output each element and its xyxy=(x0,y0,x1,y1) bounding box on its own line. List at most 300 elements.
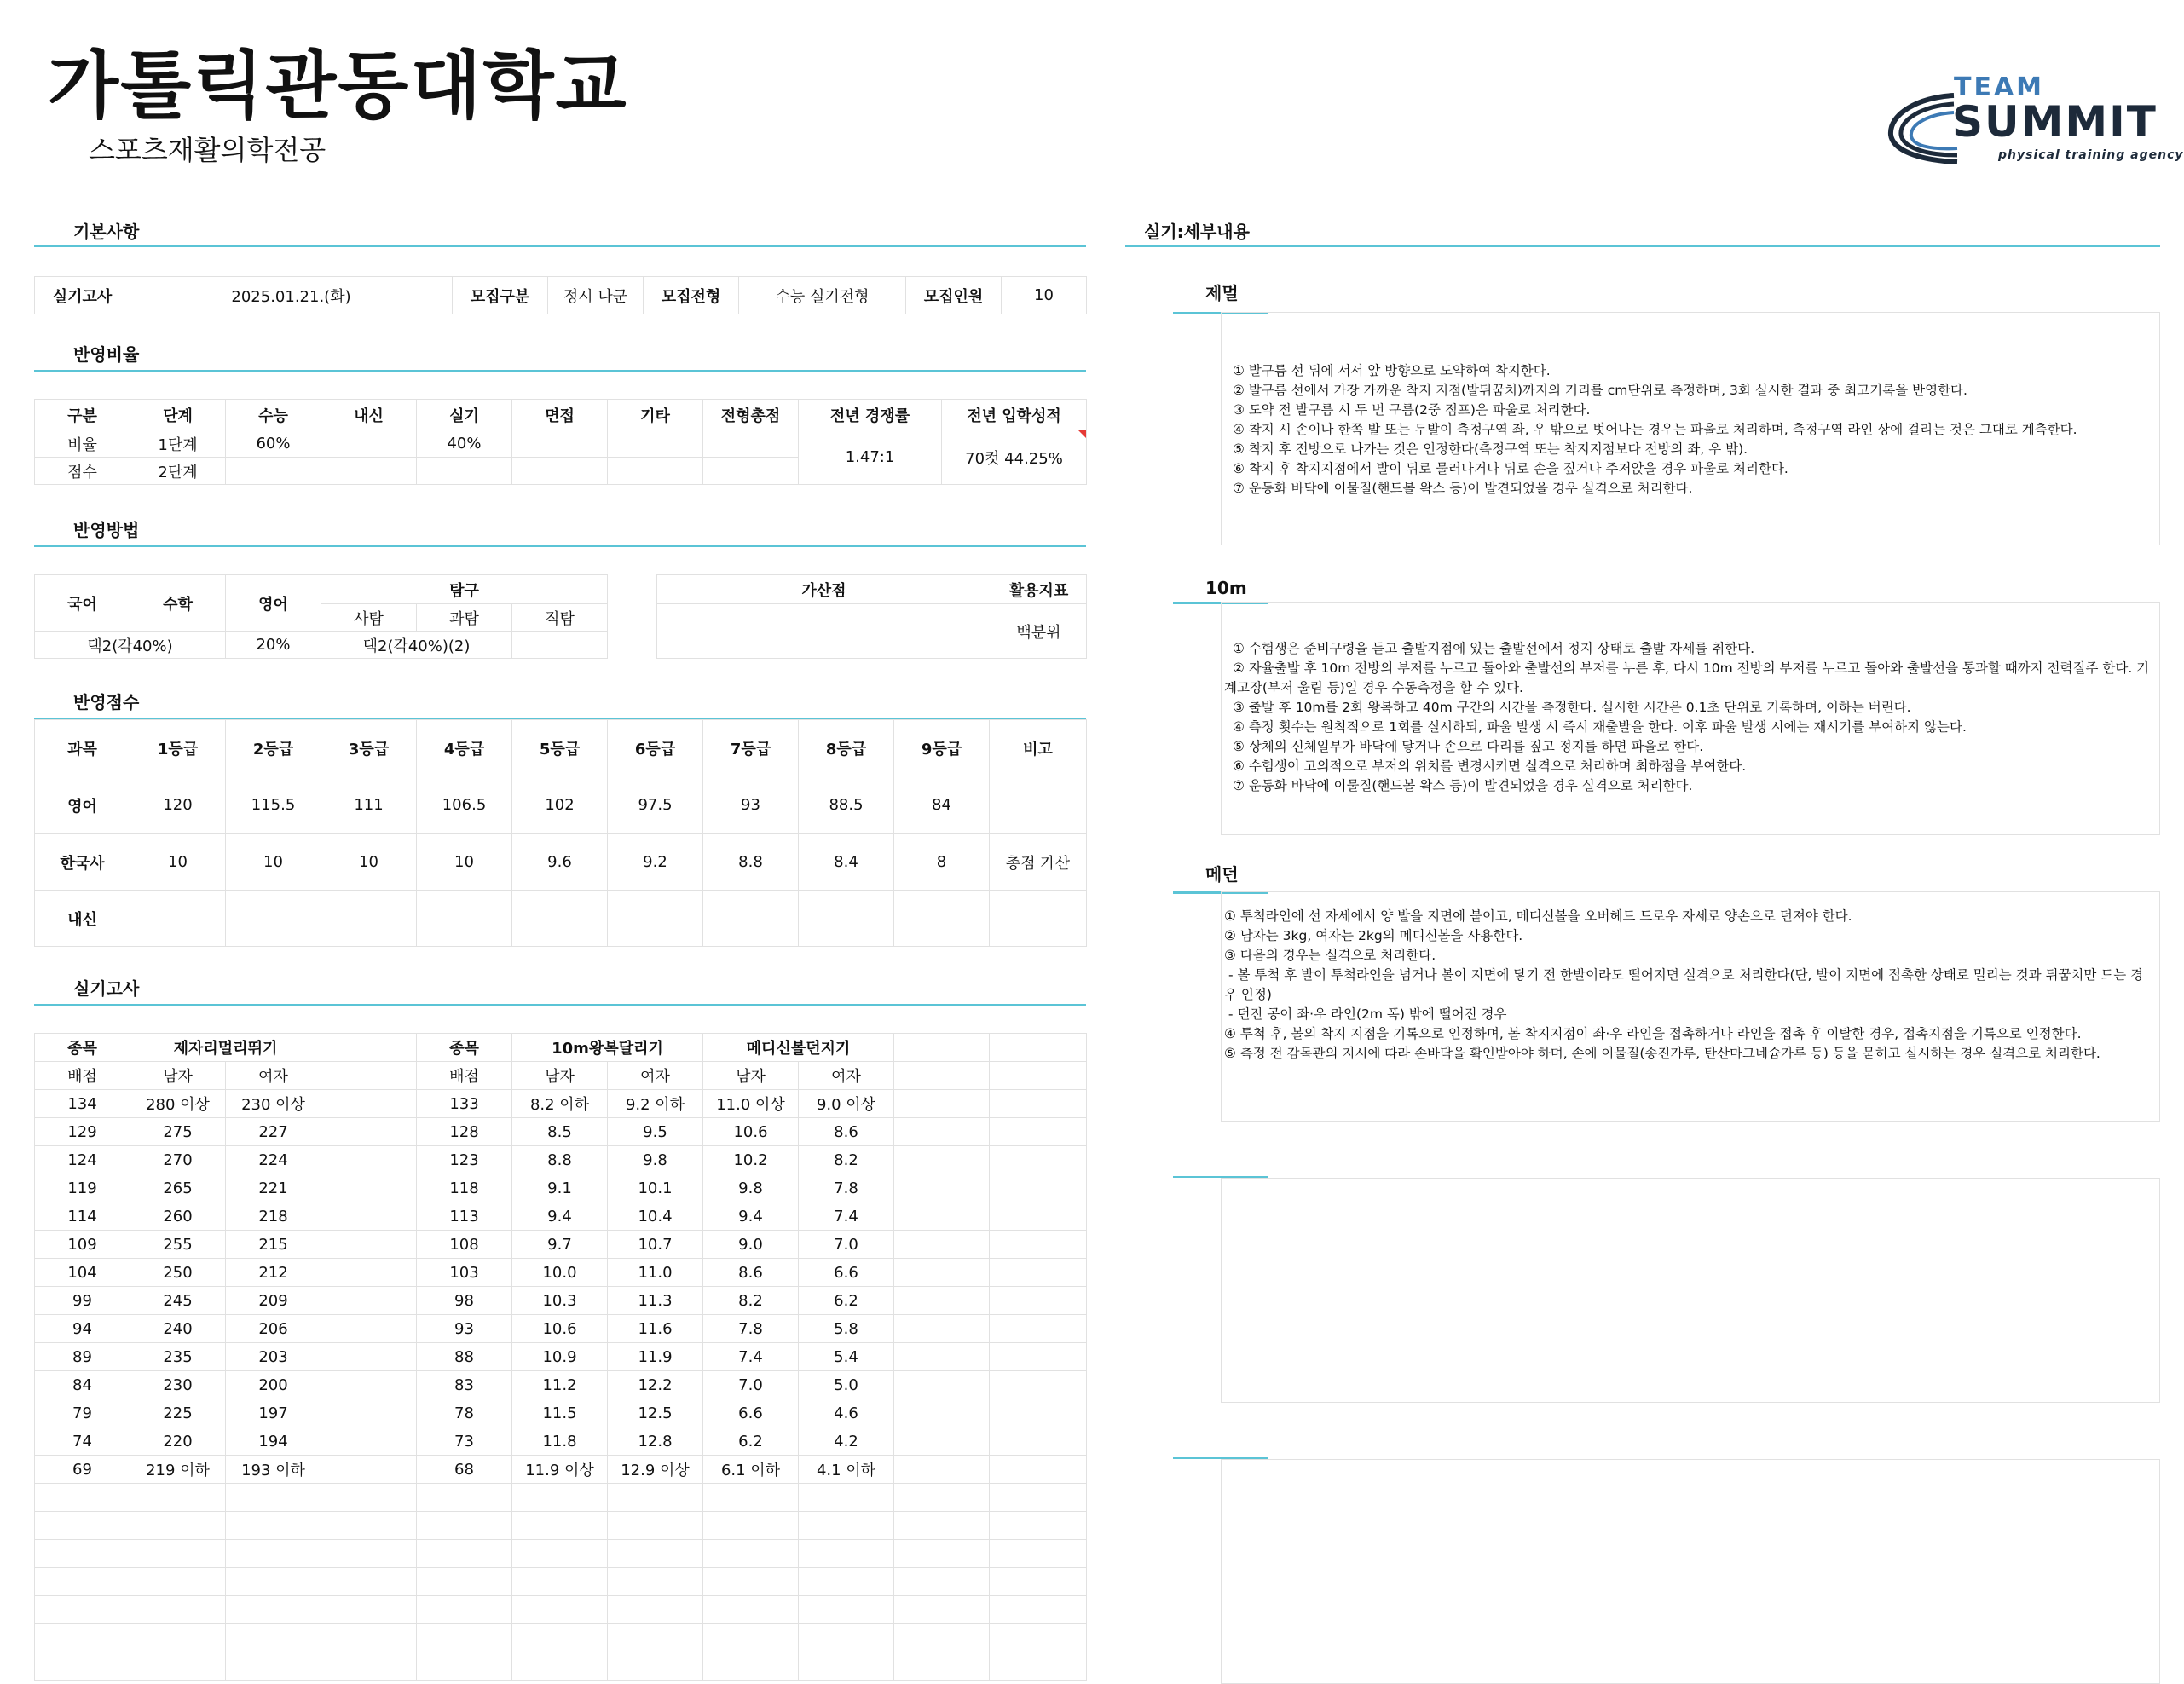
grade-cell: 9.2 xyxy=(608,834,703,891)
ratio-header: 전년 입학성적 xyxy=(942,400,1087,430)
section-divider xyxy=(34,545,1086,547)
exam-cell: 7.8 xyxy=(703,1315,799,1343)
exam-empty-cell xyxy=(990,1090,1087,1118)
exam-empty-cell xyxy=(130,1540,226,1568)
ratio-cell xyxy=(608,430,703,458)
exam-cell: 227 xyxy=(226,1118,321,1146)
grade-cell: 102 xyxy=(512,776,608,834)
exam-cell: 225 xyxy=(130,1399,226,1427)
grade-cell: 88.5 xyxy=(799,776,894,834)
exam-cell: 9.5 xyxy=(608,1118,703,1146)
section-title-basic: 기본사항 xyxy=(73,222,140,242)
exam-cell: 73 xyxy=(417,1427,512,1456)
detail-title-shuttle-run: 10m xyxy=(1205,578,1247,598)
exam-cell: 133 xyxy=(417,1090,512,1118)
exam-empty-cell xyxy=(608,1540,703,1568)
ratio-header: 내신 xyxy=(321,400,417,430)
exam-empty-cell xyxy=(990,1371,1087,1399)
exam-empty-cell xyxy=(321,1174,417,1202)
exam-cell: 260 xyxy=(130,1202,226,1231)
exam-empty-cell xyxy=(703,1540,799,1568)
exam-empty-cell xyxy=(894,1484,990,1512)
exam-empty-cell xyxy=(894,1540,990,1568)
rule-line: ④ 투척 후, 볼의 착지 지점을 기록으로 인정하며, 볼 착지지점이 좌·우 라인을 접촉하거나 라인을 접촉 후 이탈한 경우, 접촉지점을 기록으로 인정한다. xyxy=(1224,1026,2082,1041)
logo-team-text: TEAM xyxy=(1954,72,2045,102)
section-title-grades: 반영점수 xyxy=(73,692,140,712)
section-divider xyxy=(34,1004,1086,1006)
exam-empty-cell xyxy=(894,1568,990,1596)
ratio-table xyxy=(34,399,1087,485)
exam-cell: 8.2 xyxy=(703,1287,799,1315)
rule-line: ⑤ 측정 전 감독관의 지시에 따라 손바닥을 확인받아야 하며, 손에 이물질(송진가루, 탄산마그네슘가루 등) 등을 묻히고 실시하는 경우 실격으로 처리한다. xyxy=(1224,1046,2100,1061)
exam-empty-cell xyxy=(990,1315,1087,1343)
ratio-cell xyxy=(226,458,321,485)
exam-cell: 197 xyxy=(226,1399,321,1427)
ratio-cell xyxy=(608,458,703,485)
exam-cell: 8.2 xyxy=(799,1146,894,1174)
ratio-header: 실기 xyxy=(417,400,512,430)
exam-empty-cell xyxy=(321,1202,417,1231)
exam-cell: 69 xyxy=(35,1456,130,1484)
value-recruit-group: 정시 나군 xyxy=(548,277,644,314)
exam-cell: 209 xyxy=(226,1287,321,1315)
exam-empty-cell xyxy=(35,1568,130,1596)
exam-cell: 11.9 xyxy=(608,1343,703,1371)
grade-header: 8등급 xyxy=(799,720,894,776)
exam-empty-cell xyxy=(35,1484,130,1512)
grade-cell: 9.6 xyxy=(512,834,608,891)
table-row xyxy=(35,1146,1087,1174)
exam-cell: 270 xyxy=(130,1146,226,1174)
grade-header: 9등급 xyxy=(894,720,990,776)
exam-empty-cell xyxy=(703,1484,799,1512)
exam-empty-cell xyxy=(894,1146,990,1174)
exam-empty-cell xyxy=(894,1315,990,1343)
exam-empty-cell xyxy=(703,1596,799,1624)
exam-empty-cell xyxy=(417,1624,512,1652)
table-row xyxy=(35,1512,1087,1540)
table-row xyxy=(35,1259,1087,1287)
rule-line: ⑥ 수험생이 고의적으로 부저의 위치를 변경시키면 실격으로 처리하며 최하점을 부여한다. xyxy=(1233,758,1747,774)
exam-table xyxy=(34,1033,1087,1681)
exam-cell: 4.6 xyxy=(799,1399,894,1427)
exam-empty-cell xyxy=(512,1484,608,1512)
exam-cell: 9.4 xyxy=(703,1202,799,1231)
table-row xyxy=(35,1456,1087,1484)
exam-empty-cell xyxy=(35,1596,130,1624)
exam-empty-cell xyxy=(799,1568,894,1596)
exam-cell: 7.0 xyxy=(799,1231,894,1259)
table-row xyxy=(35,1427,1087,1456)
exam-cell: 8.6 xyxy=(799,1118,894,1146)
ratio-cell: 1단계 xyxy=(130,430,226,458)
exam-empty-cell xyxy=(703,1652,799,1681)
grade-cell: 115.5 xyxy=(226,776,321,834)
exam-empty-cell xyxy=(608,1624,703,1652)
grade-cell xyxy=(799,891,894,947)
exam-cell: 129 xyxy=(35,1118,130,1146)
rule-line: ① 투척라인에 선 자세에서 양 발을 지면에 붙이고, 메디신볼을 오버헤드 드로우 자세로 양손으로 던져야 한다. xyxy=(1224,908,1852,924)
exam-header-shuttle-run: 10m왕복달리기 xyxy=(512,1034,703,1062)
exam-cell: 114 xyxy=(35,1202,130,1231)
exam-cell: 6.6 xyxy=(799,1259,894,1287)
exam-cell: 230 이상 xyxy=(226,1090,321,1118)
table-row xyxy=(35,1343,1087,1371)
grade-header: 7등급 xyxy=(703,720,799,776)
grade-cell: 84 xyxy=(894,776,990,834)
grade-subject: 내신 xyxy=(35,891,130,947)
table-row xyxy=(35,1287,1087,1315)
exam-header-long-jump: 제자리멀리뛰기 xyxy=(130,1034,321,1062)
rule-line: ① 발구름 선 뒤에 서서 앞 방향으로 도약하여 착지한다. xyxy=(1233,363,1551,378)
exam-empty-cell xyxy=(894,1062,990,1090)
exam-subheader: 배점 xyxy=(417,1062,512,1090)
exam-cell: 10.6 xyxy=(512,1315,608,1343)
section-title-exam: 실기고사 xyxy=(73,978,140,999)
label-recruit-group: 모집구분 xyxy=(453,277,548,314)
exam-cell: 275 xyxy=(130,1118,226,1146)
exam-empty-cell xyxy=(990,1512,1087,1540)
exam-cell: 4.2 xyxy=(799,1427,894,1456)
rule-line: ④ 착지 시 손이나 한쪽 발 또는 두발이 측정구역 좌, 우 밖으로 벗어나는 경우는 파울로 처리하며, 측정구역 라인 상에 걸리는 것은 그대로 계측한다. xyxy=(1233,422,2077,437)
exam-empty-cell xyxy=(894,1118,990,1146)
grade-cell: 총점 가산 xyxy=(990,834,1087,891)
table-row xyxy=(35,1652,1087,1681)
exam-cell: 5.0 xyxy=(799,1371,894,1399)
ratio-cell: 60% xyxy=(226,430,321,458)
exam-empty-cell xyxy=(990,1624,1087,1652)
exam-empty-cell xyxy=(990,1118,1087,1146)
exam-cell: 6.2 xyxy=(703,1427,799,1456)
ratio-header: 기타 xyxy=(608,400,703,430)
exam-empty-cell xyxy=(226,1596,321,1624)
exam-empty-cell xyxy=(321,1259,417,1287)
ratio-cell: 점수 xyxy=(35,458,130,485)
exam-cell: 11.6 xyxy=(608,1315,703,1343)
exam-empty-cell xyxy=(512,1568,608,1596)
exam-empty-cell xyxy=(35,1540,130,1568)
grade-header: 6등급 xyxy=(608,720,703,776)
exam-empty-cell xyxy=(608,1652,703,1681)
table-row xyxy=(35,1568,1087,1596)
exam-empty-cell xyxy=(894,1343,990,1371)
exam-subheader: 남자 xyxy=(512,1062,608,1090)
method-header-math: 수학 xyxy=(130,575,226,632)
method-header-korean: 국어 xyxy=(35,575,130,632)
rule-line: - 던진 공이 좌·우 라인(2m 폭) 밖에 떨어진 경우 xyxy=(1224,1006,1507,1022)
exam-empty-cell xyxy=(321,1399,417,1427)
exam-empty-cell xyxy=(226,1652,321,1681)
grade-cell xyxy=(417,891,512,947)
exam-cell: 9.1 xyxy=(512,1174,608,1202)
exam-cell: 11.3 xyxy=(608,1287,703,1315)
exam-empty-cell xyxy=(226,1624,321,1652)
grade-header: 과목 xyxy=(35,720,130,776)
exam-empty-cell xyxy=(321,1456,417,1484)
exam-cell: 68 xyxy=(417,1456,512,1484)
method-value-inquiry: 택2(각40%)(2) xyxy=(321,632,512,659)
exam-empty-cell xyxy=(35,1512,130,1540)
table-row xyxy=(35,1596,1087,1624)
exam-cell: 5.8 xyxy=(799,1315,894,1343)
exam-empty-cell xyxy=(321,1287,417,1315)
exam-empty-cell xyxy=(226,1540,321,1568)
exam-cell: 10.6 xyxy=(703,1118,799,1146)
exam-empty-cell xyxy=(321,1315,417,1343)
grade-cell xyxy=(990,776,1087,834)
exam-empty-cell xyxy=(894,1652,990,1681)
exam-cell: 113 xyxy=(417,1202,512,1231)
exam-cell: 12.9 이상 xyxy=(608,1456,703,1484)
grade-cell: 111 xyxy=(321,776,417,834)
ratio-header: 단계 xyxy=(130,400,226,430)
table-row xyxy=(35,1540,1087,1568)
grade-cell xyxy=(703,891,799,947)
exam-empty-cell xyxy=(990,1062,1087,1090)
exam-cell: 9.2 이하 xyxy=(608,1090,703,1118)
prev-competition-value: 1.47:1 xyxy=(799,430,942,485)
exam-empty-cell xyxy=(799,1512,894,1540)
logo-tagline: physical training agency xyxy=(1998,148,2184,162)
grade-cell: 10 xyxy=(226,834,321,891)
exam-empty-cell xyxy=(130,1596,226,1624)
exam-empty-cell xyxy=(417,1484,512,1512)
exam-empty-cell xyxy=(608,1568,703,1596)
exam-cell: 118 xyxy=(417,1174,512,1202)
exam-empty-cell xyxy=(321,1118,417,1146)
exam-cell: 11.8 xyxy=(512,1427,608,1456)
exam-cell: 212 xyxy=(226,1259,321,1287)
basic-info-table xyxy=(34,276,1087,314)
exam-cell: 255 xyxy=(130,1231,226,1259)
exam-cell: 74 xyxy=(35,1427,130,1456)
exam-empty-cell xyxy=(130,1484,226,1512)
exam-cell: 206 xyxy=(226,1315,321,1343)
table-row xyxy=(35,1174,1087,1202)
exam-empty-cell xyxy=(990,1287,1087,1315)
exam-cell: 134 xyxy=(35,1090,130,1118)
exam-cell: 99 xyxy=(35,1287,130,1315)
exam-cell: 10.9 xyxy=(512,1343,608,1371)
exam-empty-cell xyxy=(226,1568,321,1596)
exam-header: 종목 xyxy=(35,1034,130,1062)
exam-empty-cell xyxy=(894,1259,990,1287)
exam-empty-cell xyxy=(799,1652,894,1681)
ratio-cell: 2단계 xyxy=(130,458,226,485)
exam-empty-cell xyxy=(417,1652,512,1681)
exam-empty-cell xyxy=(417,1512,512,1540)
section-divider xyxy=(34,245,1086,247)
table-row xyxy=(35,1484,1087,1512)
exam-subheader: 여자 xyxy=(799,1062,894,1090)
exam-cell: 215 xyxy=(226,1231,321,1259)
bonus-table xyxy=(656,574,1087,659)
exam-cell: 5.4 xyxy=(799,1343,894,1371)
exam-cell: 240 xyxy=(130,1315,226,1343)
exam-empty-cell xyxy=(703,1512,799,1540)
exam-subheader: 남자 xyxy=(703,1062,799,1090)
grade-subject: 한국사 xyxy=(35,834,130,891)
exam-cell: 230 xyxy=(130,1371,226,1399)
table-row xyxy=(35,1202,1087,1231)
exam-empty-cell xyxy=(990,1596,1087,1624)
exam-empty-cell xyxy=(608,1512,703,1540)
grade-cell: 10 xyxy=(321,834,417,891)
department-subtitle: 스포츠재활의학전공 xyxy=(89,134,326,166)
ratio-cell xyxy=(703,458,799,485)
exam-empty-cell xyxy=(321,1427,417,1456)
label-recruit-type: 모집전형 xyxy=(644,277,739,314)
exam-cell: 10.3 xyxy=(512,1287,608,1315)
exam-empty-cell xyxy=(417,1568,512,1596)
exam-empty-cell xyxy=(512,1540,608,1568)
exam-empty-cell xyxy=(35,1652,130,1681)
grade-cell: 8 xyxy=(894,834,990,891)
rules-long-jump xyxy=(1233,361,2158,499)
exam-cell: 119 xyxy=(35,1174,130,1202)
exam-empty-cell xyxy=(894,1624,990,1652)
exam-cell: 203 xyxy=(226,1343,321,1371)
exam-cell: 221 xyxy=(226,1174,321,1202)
exam-cell: 245 xyxy=(130,1287,226,1315)
bonus-header: 가산점 xyxy=(657,575,991,604)
exam-empty-cell xyxy=(990,1174,1087,1202)
grade-cell xyxy=(321,891,417,947)
method-header-english: 영어 xyxy=(226,575,321,632)
exam-cell: 265 xyxy=(130,1174,226,1202)
value-recruit-count: 10 xyxy=(1002,277,1087,314)
exam-empty-cell xyxy=(130,1568,226,1596)
exam-cell: 124 xyxy=(35,1146,130,1174)
rule-line: ② 남자는 3kg, 여자는 2kg의 메디신볼을 사용한다. xyxy=(1224,928,1523,943)
index-header: 활용지표 xyxy=(991,575,1087,604)
exam-empty-cell xyxy=(130,1624,226,1652)
method-header-inquiry: 탐구 xyxy=(321,575,608,604)
ratio-cell xyxy=(512,430,608,458)
exam-cell: 12.2 xyxy=(608,1371,703,1399)
exam-empty-cell xyxy=(894,1596,990,1624)
exam-cell: 220 xyxy=(130,1427,226,1456)
exam-empty-cell xyxy=(226,1512,321,1540)
exam-empty-cell xyxy=(608,1484,703,1512)
exam-empty-cell xyxy=(894,1399,990,1427)
ratio-header: 면접 xyxy=(512,400,608,430)
exam-cell: 9.4 xyxy=(512,1202,608,1231)
method-empty-cell xyxy=(512,632,608,659)
grade-cell: 120 xyxy=(130,776,226,834)
exam-empty-cell xyxy=(512,1596,608,1624)
section-title-detail: 실기:세부내용 xyxy=(1144,222,1250,242)
exam-cell: 7.8 xyxy=(799,1174,894,1202)
exam-empty-cell xyxy=(894,1456,990,1484)
exam-cell: 84 xyxy=(35,1371,130,1399)
exam-empty-cell xyxy=(321,1484,417,1512)
prev-score-value: 70컷 44.25% xyxy=(942,430,1087,485)
exam-empty-cell xyxy=(894,1090,990,1118)
exam-empty-cell xyxy=(321,1512,417,1540)
exam-cell: 104 xyxy=(35,1259,130,1287)
method-value-english: 20% xyxy=(226,632,321,659)
exam-empty-cell xyxy=(894,1174,990,1202)
grade-cell xyxy=(990,891,1087,947)
exam-empty-cell xyxy=(321,1371,417,1399)
exam-cell: 12.5 xyxy=(608,1399,703,1427)
grade-cell xyxy=(226,891,321,947)
rule-line: ⑦ 운동화 바닥에 이물질(핸드볼 왁스 등)이 발견되었을 경우 실격으로 처리한다. xyxy=(1233,778,1693,793)
grade-cell: 97.5 xyxy=(608,776,703,834)
exam-empty-cell xyxy=(990,1427,1087,1456)
grade-header: 비고 xyxy=(990,720,1087,776)
exam-empty-cell xyxy=(512,1512,608,1540)
ratio-cell xyxy=(321,430,417,458)
rule-line: ⑤ 상체의 신체일부가 바닥에 닿거나 손으로 다리를 짚고 정지를 하면 파울로 한다. xyxy=(1233,739,1704,754)
table-row xyxy=(35,1231,1087,1259)
rule-line: ③ 도약 전 발구름 시 두 번 구름(2중 점프)은 파울로 처리한다. xyxy=(1233,402,1591,418)
exam-cell: 9.0 xyxy=(703,1231,799,1259)
value-exam-date: 2025.01.21.(화) xyxy=(130,277,453,314)
exam-empty-cell xyxy=(35,1624,130,1652)
index-value: 백분위 xyxy=(991,604,1087,659)
exam-empty-cell xyxy=(799,1596,894,1624)
exam-empty-cell xyxy=(894,1202,990,1231)
exam-cell: 7.0 xyxy=(703,1371,799,1399)
exam-empty-cell xyxy=(321,1090,417,1118)
exam-cell: 11.5 xyxy=(512,1399,608,1427)
exam-empty-cell xyxy=(990,1343,1087,1371)
exam-cell: 7.4 xyxy=(799,1202,894,1231)
grade-cell: 8.4 xyxy=(799,834,894,891)
exam-empty-cell xyxy=(799,1540,894,1568)
rule-line: ③ 출발 후 10m를 2회 왕복하고 40m 구간의 시간을 측정한다. 실시한 시간은 0.1초 단위로 기록하며, 이하는 버린다. xyxy=(1233,700,1911,715)
exam-header: 종목 xyxy=(417,1034,512,1062)
rules-shuttle-run xyxy=(1224,639,2150,796)
method-header-social: 사탐 xyxy=(321,604,417,632)
exam-empty-cell xyxy=(417,1596,512,1624)
label-recruit-count: 모집인원 xyxy=(906,277,1002,314)
grade-subject: 영어 xyxy=(35,776,130,834)
value-recruit-type: 수능 실기전형 xyxy=(739,277,906,314)
grade-cell: 8.8 xyxy=(703,834,799,891)
exam-empty-cell xyxy=(703,1568,799,1596)
grade-header: 5등급 xyxy=(512,720,608,776)
detail-title-long-jump: 제멀 xyxy=(1205,283,1239,303)
exam-cell: 109 xyxy=(35,1231,130,1259)
table-row xyxy=(35,1090,1087,1118)
team-summit-logo xyxy=(1884,70,2184,174)
exam-cell: 250 xyxy=(130,1259,226,1287)
exam-cell: 103 xyxy=(417,1259,512,1287)
grade-cell xyxy=(894,891,990,947)
swoosh-icon xyxy=(1884,90,1961,167)
ratio-cell xyxy=(703,430,799,458)
exam-cell: 11.9 이상 xyxy=(512,1456,608,1484)
grade-header: 3등급 xyxy=(321,720,417,776)
exam-empty-cell xyxy=(608,1596,703,1624)
grade-cell: 10 xyxy=(130,834,226,891)
exam-empty-cell xyxy=(799,1484,894,1512)
table-row xyxy=(35,1624,1087,1652)
rule-line: - 볼 투척 후 발이 투척라인을 넘거나 볼이 지면에 닿기 전 한발이라도 떨어지면 실격으로 처리한다(단, 발이 지면에 접촉한 상태로 밀리는 것과 뒤꿈치만 드는 경우 인정) xyxy=(1224,967,2144,1002)
grade-header: 1등급 xyxy=(130,720,226,776)
grade-cell: 106.5 xyxy=(417,776,512,834)
bonus-value xyxy=(657,604,991,659)
exam-cell: 7.4 xyxy=(703,1343,799,1371)
exam-subheader: 남자 xyxy=(130,1062,226,1090)
exam-cell: 123 xyxy=(417,1146,512,1174)
exam-cell: 9.7 xyxy=(512,1231,608,1259)
section-divider xyxy=(1125,245,2160,247)
comment-flag-icon xyxy=(1078,430,1086,438)
